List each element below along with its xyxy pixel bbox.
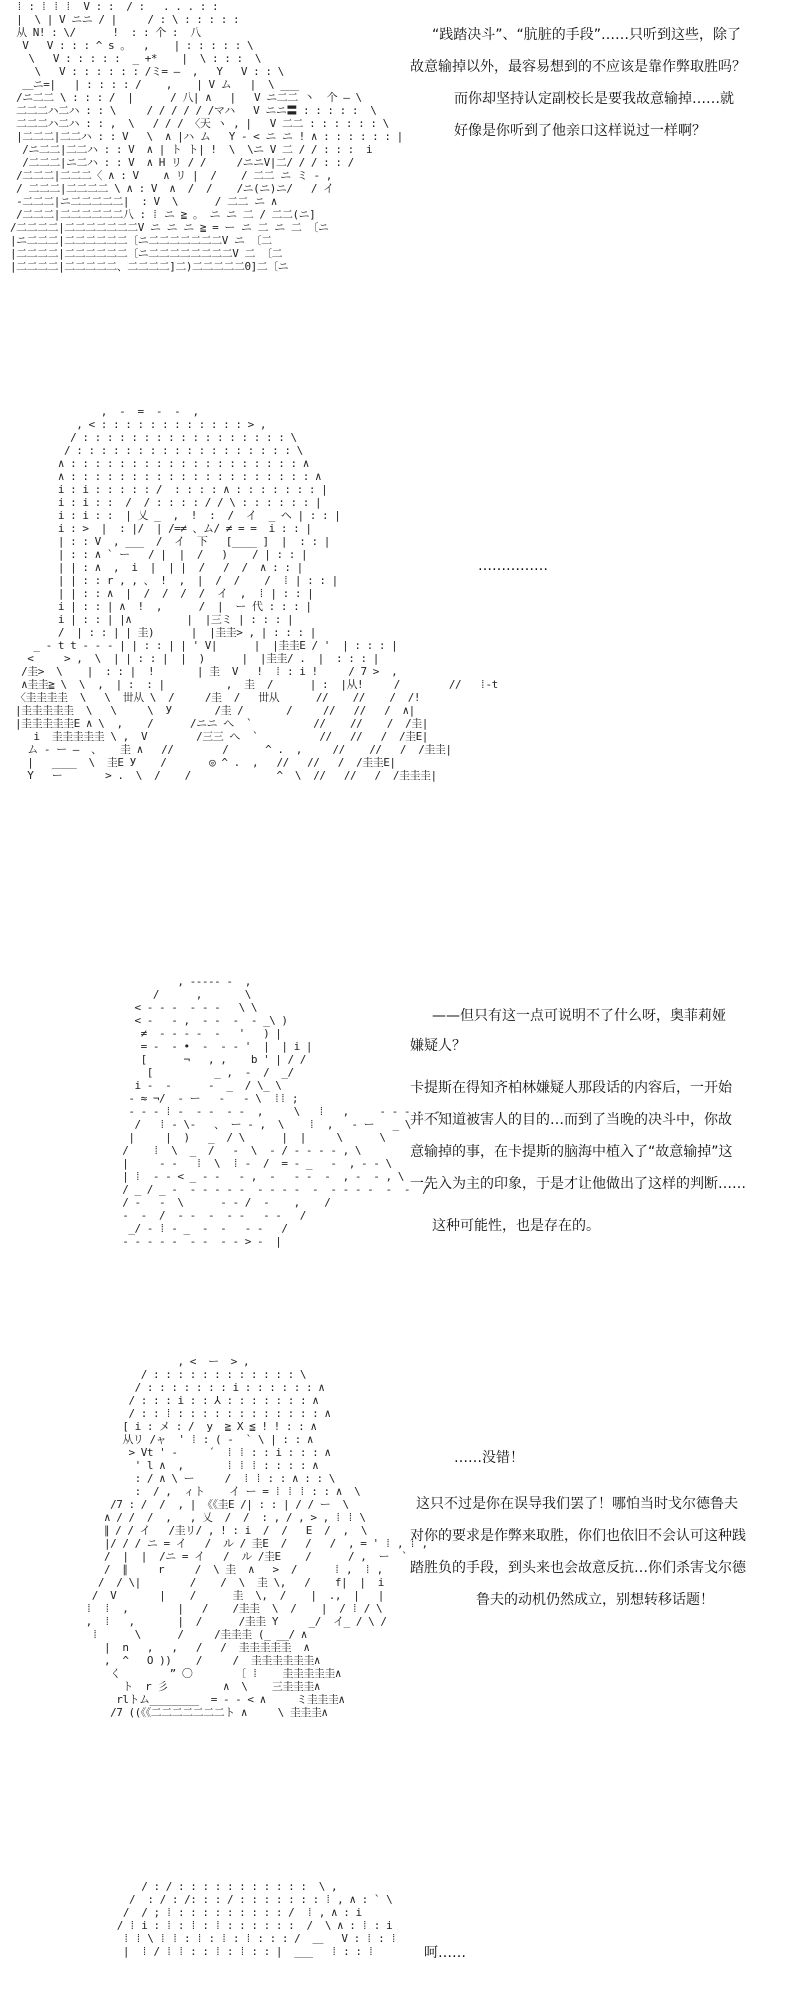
ascii-art-character-5: / : / : : : : : : : : : : : \ , / : / : /: : : / : : : : : : : ⁞ , ∧ : ` \ / / ; ⁞ : : : : : : : : : / ⁞ , ∧ : i / ⁞ i : ⁞ : ⁞ : ⁞ : : : : : : / \ ∧ : ⁞ : i ⁞ ⁞ \ ⁞ ⁞ : ⁞ : ⁞ : ⁞ : : : / ＿ V : ⁞ : ⁞ | ⁞ / ⁞ ⁞ : : ⁞ : ⁞ : : | ___ ⁞ : : ⁞ <box>116 1880 397 1958</box>
dialogue-line: 这种可能性，也是存在的。 <box>432 1218 600 1234</box>
ascii-art-character-3: , ----- - , / , \ < ‐ ‐ ‐ ‐ ‐ - \ \ < - - , ‐ ‐ ‐ - _\ ) ≠ ‐ ‐ - ‐ ‐ ' ) | = - ‐ • ‐ ‐ ‐ ' | | i | [ ¬ , , b ' | / / [ _ , ‐ / _/ i ‐ ‐ ‐ _ / \_ \ ‐ ≈ ¬/ ‐ ー ‐ ‐ \ ⁞⁞ ; ‐ ‐ ‐ ⁞ ‐ ‐ ‐ ‐ ‐ , \ ⁞ , ‐ ‐ ‐ ‐ ‐ , / ⁞ ‐ \‐ 、 ー ‐ , \ ⁞ , ‐ ー _ \ | | ) _ / \ | | \ \ / ⁞ \ _ / ‐ \ ‐ / ‐ ‐ - - , \ | ‐ ‐ ⁞ \ ⁞ ‐ / = ‐ _ ‐ , ‐ ‐ \ | ⁞ ‐ ‐ < _ ‐ ‐ ‐ , ‐ ‐ ‐ ‐ , ‐ ‐ , \ / _ / _ ‐ ‐ ‐ ‐ ‐ ‐ - - ‐ ‐ ‐ ‐ ‐ ‐ ‐ ‐ ‐ / / ‐ ‐ \ ‐ ‐ / ‐ , / ‐ ‐ / ‐ ‐ ‐ ‐ ‐ ‐ ‐ / _/ ‐ ⁞ ‐ _ ‐ ‐ ‐ ‐ / ‐ ‐ ‐ ‐ ‐ ‐ ‐ ‐ ‐ > ‐ | <box>122 975 453 1248</box>
dialogue-line: 卡提斯在得知齐柏林嫌疑人那段话的内容后，一开始 <box>410 1080 732 1096</box>
dialogue-line: 对你的要求是作弊来取胜，你们也依旧不会认可这种践 <box>410 1528 746 1544</box>
dialogue-line: ——但只有这一点可说明不了什么呀，奥菲莉娅 <box>432 1008 726 1024</box>
dialogue-line: 并不知道被害人的目的…而到了当晚的决斗中，你故 <box>410 1112 732 1128</box>
dialogue-line: 而你却坚持认定副校长是要我故意输掉……就 <box>454 91 734 107</box>
dialogue-line: 鲁夫的动机仍然成立，别想转移话题！ <box>476 1592 714 1608</box>
dialogue-line: 一先入为主的印象，于是才让他做出了这样的判断…… <box>410 1176 746 1192</box>
dialogue-block-1 <box>410 24 746 142</box>
dialogue-block-3 <box>410 1005 746 1237</box>
dialogue-block-2 <box>478 555 548 577</box>
ascii-art-character-2: , - = - - , , < : : : : : : : : : : : : > , / : : : : : : : : : : : : : : : : : \ / : : : : : : : : : : : : : : : : : : \ ∧ : : : : : : : : : : : : : : : : : : : ∧ ∧ : : : : : : : : : : : : : : : : : : : : ∧ i : i : : : : : / : : : : ∧ : : : : : : : | i : i : : / / : : : : / / \ : : : : : : | i : i : : | 乂 _ , ! : / イ _ ヘ | : : | i : > | : |/ | /=≠ 、ム/ ≠ = = i : : | | : : V , ___ / イ 下 [____ ] | : : | | : : ∧ ` ー / | | / ) / | : : | | | : ∧ , i | | | / / / ∧ : : | | | : : r , , 、 ! , | / / / ⁞ | : : | | | : : ∧ | / / / / イ , ⁞ | : : | i | : : | ∧ ! , / | ー 代 : : : | i | : : | |∧ | |三ミ | : : : | / | : : | | 圭) | |圭圭> , | : : : | _ - t t - - - | | : : | | ' V| | |圭圭E / ' | : : : | < > , \ | | : : | | ) | |圭圭/ . | : : : | /圭> \ | : : | ! | 圭 V ! ⁞ : i ! / 7 > , ∧圭圭≧ \ \ , | : : | , 圭 / | : |从! / // ⁞-t 〈圭圭圭圭 \ \ 丗从 \ / /圭 / 丗从 // // / /! |圭圭圭圭圭 \ \ \ У /圭 / / // // / ∧| |圭圭圭圭圭E ∧ \ , / /ニニ へ ` // // / /圭| i 圭圭圭圭圭 \ , V /三三 へ ` // // / /圭E| ム - ー — 、 圭 ∧ // / ^ . , // // / /圭圭| | ____ \ 圭E У / ◎ ^ . , // // / /圭圭E| Y ー > . \ / / ^ \ // // / /圭圭圭| <box>15 405 498 782</box>
panel-4 <box>0 1355 800 1735</box>
dialogue-line: 意输掉的事，在卡提斯的脑海中植入了“故意输掉”这 <box>410 1144 733 1160</box>
ascii-art-character-1: ⁞ : ⁞ ⁞ ⁞ V : : / : . . . : : | \ | V ニニ / | / : \ : : : : : 从 N! : \/ ! : : 个 : 八 V V : : : ^ s 。 , | : : : : : \ \ V : : : : : _ +* | \ : : : \ \ V : : : : : : /ミ= — , Y V : : \ ＿ニ=| | : : : : / , | V ム | \ ___ /ニ二二 \ : : : / | / 八| ∧ | V ニ二二 丶 个 — \ 二二二ハ二ハ : : \ / / / / / /マハ V ニニ〓 : : : : : \ 二二二ハ二ハ : : , \ / / / 〈天 ヽ , | V 二二 : : : : : : \ |二二二|二二ハ : : V \ ∧ |ハ ム Y - < ニ ニ ! ∧ : : : : : : | /ニ二二|二二ハ : : V ∧ | ト ト| ! \ \ニ V 二 / / : : : i /二二二|ニ二ハ : : V ∧ H リ / / /ニニV|二/ / / : : / /二二二|二二二〈 ∧ : V ∧ リ | / / 二二 ニ ミ - , / 二二二|二二二二 \ ∧ : V ∧ / / /ニ(ニ)ニ/ / イ -二二二|ニ二二二二二| : V \ / 二二 ニ ∧ /二二二|二二二二二二八 : ⁞ ニ ≧ 。 ニ ニ 二 / 二二(ニ] /二二二二|二二二二二二二V ニ ニ ニ ≧ = ー ニ 二 ニ 二 〔ニ |ニ二二二|二二二二二二〔ニ二二二二二二二V ニ 〔二 |二二二二|二二二二二二〔ニ二二二二二二二二V 二 〔二 |二二二二|二二二二二、二二二二]二)二二二二二0]二〔ニ <box>10 0 403 273</box>
dialogue-block-4 <box>410 1447 746 1611</box>
dialogue-line: 这只不过是你在误导我们罢了！哪怕当时戈尔德鲁夫 <box>416 1496 738 1512</box>
panel-5 <box>0 1880 800 2000</box>
dialogue-line: …………… <box>478 558 548 574</box>
dialogue-line: 踏胜负的手段，到头来也会故意反抗…你们杀害戈尔德 <box>410 1560 746 1576</box>
dialogue-line: ……没错！ <box>454 1450 524 1466</box>
panel-3 <box>0 975 800 1305</box>
dialogue-line: “践踏决斗”、“肮脏的手段”……只听到这些，除了 <box>432 27 742 43</box>
dialogue-block-5 <box>424 1942 466 1964</box>
dialogue-line: 呵…… <box>424 1945 466 1961</box>
dialogue-line: 嫌疑人？ <box>410 1038 466 1054</box>
dialogue-line: 故意输掉以外，最容易想到的不应该是靠作弊取胜吗？ <box>410 59 746 75</box>
panel-1 <box>0 0 800 380</box>
panel-2 <box>0 395 800 935</box>
dialogue-line: 好像是你听到了他亲口这样说过一样啊？ <box>454 123 706 139</box>
ascii-art-character-4: , < ー > , / : : : : : : : : : : : : \ / : : : : : : : i : : : : : : ∧ / : : : i : : ⅄ : : : : : : : ∧ / : : ⁞ : : : : : : : : : : : : ∧ [ i : メ : / y ≧ X ≦ ! ! : : ∧ 从リ /ャ ' ⁞ : ( - ` \ | : : ∧ > Vt ' ‐ ´ ⁞ ⁞ : : i : : : ∧ ' l ∧ , ⁞ ⁞ ⁞ : : : : ∧ : / ∧ \ ー / ⁞ ⁞ : : ∧ : : \ : / , ィト イ ー = ⁞ ⁞ ⁞ : : ∧ \ /7 : / / , | 《《圭E /| : : | / / ー \ ∧ / / / , , 乂 / / : , / , > , ⁞ ⁞ \ ∥ / / イ /圭リ/ , ! : i / / E / , \ |/ / / ニ = イ / ル / 圭E / / / , = ' ⁞ , ⁞ , / | | /ニ = イ / ル /圭E / / , ー ` / ∥ r / \ 圭 ∧ > / ⁞ , ⁞ , / / \| / / \ 圭 \, / f| | i / V | / 圭 \, / | ., | | ⁞ ⁞ , | / /圭圭 \ / | / ⁞ / \ , ⁞ , | / /圭圭 Y _/ イ_ / \ / ⁞ \ / /圭圭圭 (_ __/ ∧ | n , , / / 圭圭圭圭圭 ∧ , ^ O )) / / 圭圭圭圭圭圭∧ く ” 〇 〔 ⁞ 圭圭圭圭圭∧ ト r 彡 ∧ \ 三圭圭圭∧ rlトム________ = - ‐ < ∧ ミ圭圭圭∧ /7 ((《《二二二二二二二ト ∧ \ 圭圭圭∧ <box>85 1355 428 1719</box>
